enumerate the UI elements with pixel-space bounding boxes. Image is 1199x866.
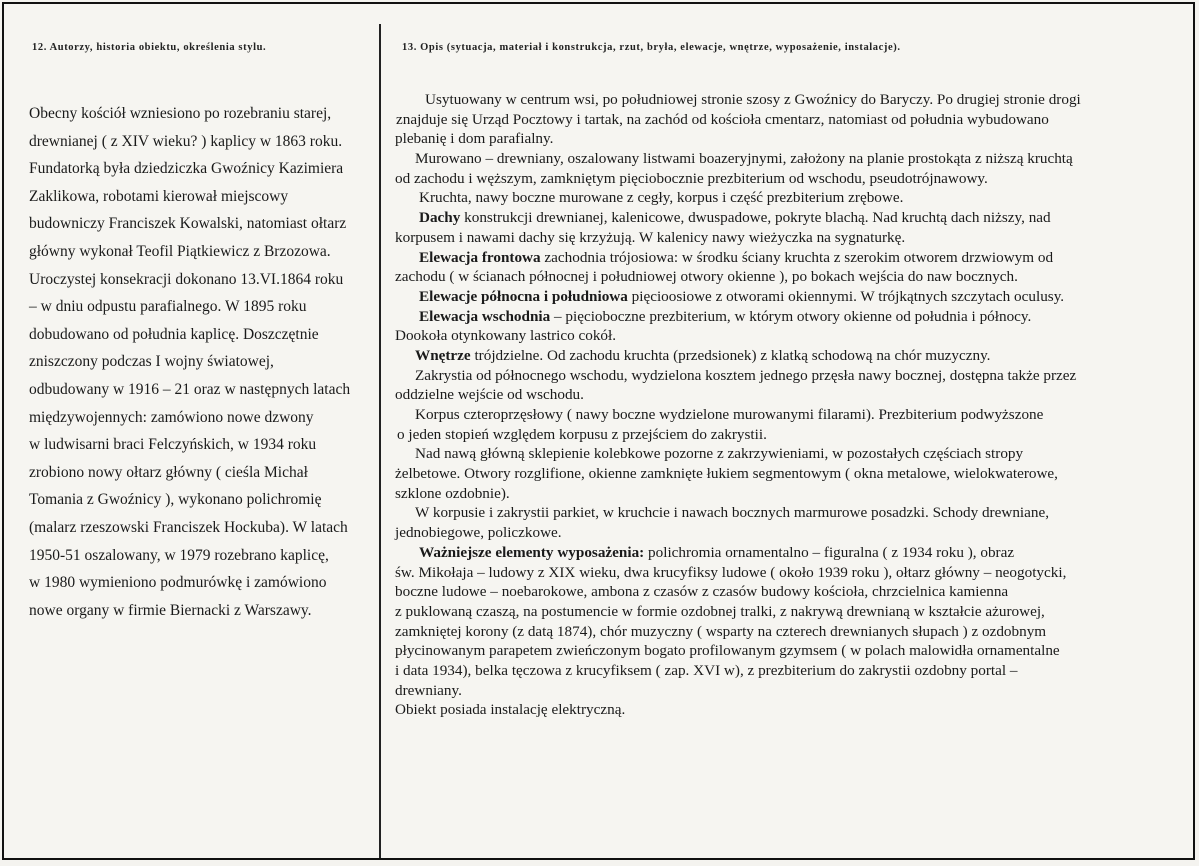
description-line: żelbetowe. Otwory rozglifione, okienne zamknięte łukiem segmentowym ( okna metalowe, wielokwaterowe, [395,465,1058,483]
description-line: z puklowaną czaszą, na postumencie w formie ozdobnej tralki, z nakrywą drewnianą w kształcie ażurowej, [395,602,1045,620]
description-line: drewniany. [395,681,462,699]
history-line: – w dniu odpustu parafialnego. W 1895 roku [29,298,307,316]
description-line: Dookoła otynkowany lastrico cokół. [395,327,617,345]
description-line: Obiekt posiada instalację elektryczną. [395,701,626,719]
description-line: zachodu ( w ścianach północnej i południowej otwory okienne ), po bokach wejścia do naw bocznych. [395,268,1018,286]
history-line: drewnianej ( z XIV wieku? ) kaplicy w 1863 roku. [29,132,343,150]
description-line: Nad nawą główną sklepienie kolebkowe pozorne z zakrzywieniami, w pozostałych częściach stropy [415,445,1024,463]
history-line: Obecny kościół wzniesiono po rozebraniu starej, [29,105,332,122]
description-line: Kruchta, nawy boczne murowane z cegły, korpus i część prezbiterium zrębowe. [419,189,904,207]
side-elevations-heading: Elewacje północna i południowa [419,287,628,305]
front-elevation-heading: Elewacja frontowa [419,248,541,266]
description-line: Elewacje północna i południowa pięcioosiowe z otworami okiennymi. W trójkątnych szczytach oculusy. [419,287,1065,305]
description-line: Usytuowany w centrum wsi, po południowej stronie szosy z Gwoźnicy do Baryczy. Po drugiej stronie drogi [425,91,1081,108]
description-line: Murowano – drewniany, oszalowany listwami boazeryjnymi, założony na planie prostokąta z niższą kruchtą [415,150,1073,168]
description-line: zamkniętej korony (z datą 1874), chór muzyczny ( wsparty na czterech drewnianych słupach ) z ozdobnym [395,622,1047,640]
description-line: o jeden stopień względem korpusu z przejściem do zakrystii. [397,425,767,443]
history-line: Fundatorką była dziedziczka Gwoźnicy Kazimiera [29,160,344,178]
history-line: Tomania z Gwoźnicy ), wykonano polichromię [29,491,322,509]
description-line: Korpus czteroprzęsłowy ( nawy boczne wydzielone murowanymi filarami). Prezbiterium podwyższone [415,406,1044,423]
section-13-heading: 13. Opis (sytuacja, materiał i konstrukcja, rzut, bryła, elewacje, wnętrze, wyposażenie, instalacje). [402,42,901,53]
roofs-heading: Dachy [419,209,461,227]
east-elevation-heading: Elewacja wschodnia [419,307,551,325]
section-12-heading: 12. Autorzy, historia obiektu, określenia stylu. [32,42,267,53]
description-line: Wnętrze trójdzielne. Od zachodu kruchta (przedsionek) z klatką schodową na chór muzyczny. [415,346,991,364]
description-line: W korpusie i zakrystii parkiet, w kruchcie i nawach bocznych marmurowe posadzki. Schody drewniane, [415,504,1050,522]
description-line: Elewacja frontowa zachodnia trójosiowa: w środku ściany kruchta z szerokim otworem drzwiowym od [419,248,1054,266]
description-line: od zachodu i węższym, zamkniętym pięciobocznie prezbiterium od wschodu, pseudotrójnawowy. [395,169,988,187]
furnishings-heading: Ważniejsze elementy wyposażenia: [419,543,645,561]
history-line: zrobiono nowy ołtarz główny ( cieśla Michał [29,463,308,481]
history-line: w 1980 wymieniono podmurówkę i zamówiono [29,574,327,592]
description-line: jednobiegowe, policzkowe. [395,524,562,542]
description-line: boczne ludowe – noebarokowe, ambona z czasów z czasów budowy kościoła, chrzcielnica kamienna [395,583,1009,601]
history-line: główny wykonał Teofil Piątkiewicz z Brzozowa. [29,242,331,260]
description-line: św. Mikołaja – ludowy z XIX wieku, dwa krucyfiksy ludowe ( około 1939 roku ), ołtarz główny – neogotycki, [395,563,1067,581]
description-line: Elewacja wschodnia – pięcioboczne prezbiterium, w którym otwory okienne od południa i północy. [419,307,1032,325]
history-line: zniszczony podczas I wojny światowej, [29,353,274,371]
history-line: (malarz rzeszowski Franciszek Hockuba). W latach [29,518,348,536]
description-line: oddzielne wejście od wschodu. [395,386,584,404]
description-line: znajduje się Urząd Pocztowy i tartak, na zachód od kościoła cmentarz, natomiast od południa wybudowano [396,110,1049,128]
history-line: Zaklikowa, robotami kierował miejscowy [29,187,289,205]
history-line: dobudowano od południa kaplicę. Doszczętnie [29,325,319,343]
history-line: nowe organy w firmie Biernacki z Warszawy. [29,601,312,619]
description-line: korpusem i nawami dachy się krzyżują. W kalenicy nawy wieżyczka na sygnaturkę. [395,228,906,246]
description-line: płycinowanym parapetem zwieńczonym bogato profilowanym gzymsem ( w polach malowidła ornamentalne [395,642,1060,660]
description-line: plebanię i dom parafialny. [395,130,554,148]
description-line: i data 1934), belka tęczowa z krucyfiksem ( zap. XVI w), z prezbiterium do zakrystii ozdobny portal – [395,661,1018,679]
history-line: 1950-51 oszalowany, w 1979 rozebrano kaplicę, [29,546,329,564]
record-card [2,2,1195,860]
interior-heading: Wnętrze [415,346,471,364]
description-line: Dachy konstrukcji drewnianej, kalenicowe, dwuspadowe, pokryte blachą. Nad kruchtą dach niższy, nad [419,209,1051,227]
history-text [29,100,379,624]
description-text [395,90,1175,720]
description-line: szklone ozdobnie). [395,484,510,502]
history-line: odbudowany w 1916 – 21 oraz w następnych latach [29,380,351,398]
description-line: Ważniejsze elementy wyposażenia: polichromia ornamentalno – figuralna ( z 1934 roku ), obraz [419,543,1015,561]
history-line: budowniczy Franciszek Kowalski, natomiast ołtarz [29,215,347,233]
column-divider [379,24,381,860]
history-line: w ludwisarni braci Felczyńskich, w 1934 roku [29,436,317,454]
history-line: Uroczystej konsekracji dokonano 13.VI.1864 roku [29,270,344,288]
description-line: Zakrystia od północnego wschodu, wydzielona kosztem jednego przęsła nawy bocznej, dostępna także przez [415,366,1077,384]
history-line: międzywojennych: zamówiono nowe dzwony [29,408,314,426]
